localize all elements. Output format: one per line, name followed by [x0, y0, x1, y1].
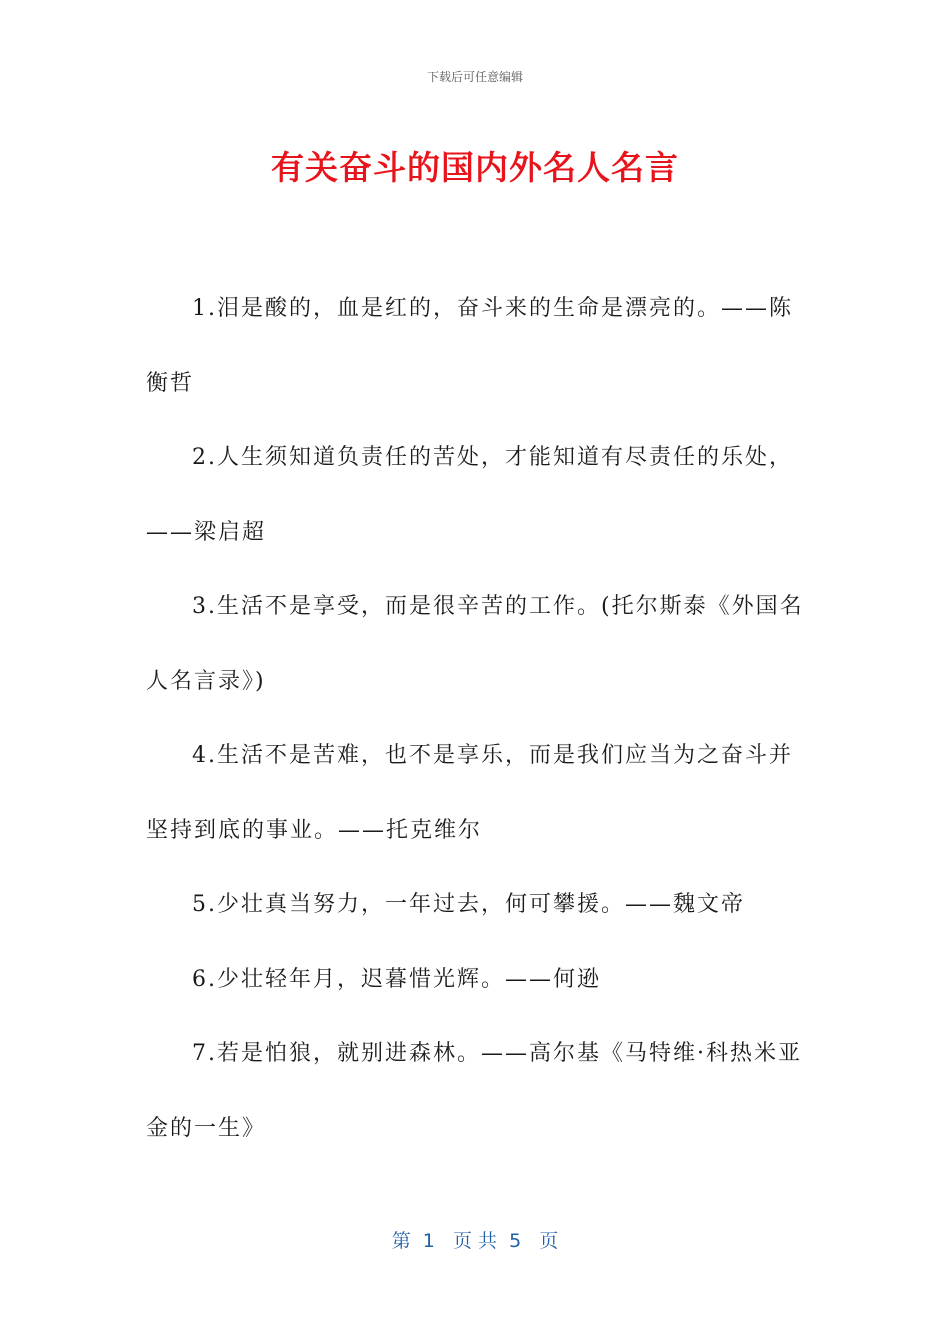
- header-note: 下载后可任意编辑: [426, 70, 523, 84]
- page-number-footer: 第 1 页 共 5 页: [391, 1230, 559, 1252]
- quote-item: 7.若是怕狼，就别进森林。——高尔基《马特维·科热米亚金的一生》: [146, 1041, 802, 1141]
- quote-list: [146, 272, 806, 1166]
- quote-item: 3.生活不是享受，而是很辛苦的工作。(托尔斯泰《外国名人名言录》): [146, 594, 804, 694]
- quote-item: 5.少壮真当努力，一年过去，何可攀援。——魏文帝: [192, 892, 745, 917]
- document-title: 有关奋斗的国内外名人名言: [271, 148, 679, 187]
- quote-item: 2.人生须知道负责任的苦处，才能知道有尽责任的乐处，——梁启超: [146, 445, 793, 545]
- quote-item: 6.少壮轻年月，迟暮惜光辉。——何逊: [192, 966, 601, 992]
- quote-item: 1.泪是酸的，血是红的，奋斗来的生命是漂亮的。——陈衡哲: [146, 296, 793, 396]
- quote-item: 4.生活不是苦难，也不是享乐，而是我们应当为之奋斗并坚持到底的事业。——托克维尔: [146, 743, 793, 843]
